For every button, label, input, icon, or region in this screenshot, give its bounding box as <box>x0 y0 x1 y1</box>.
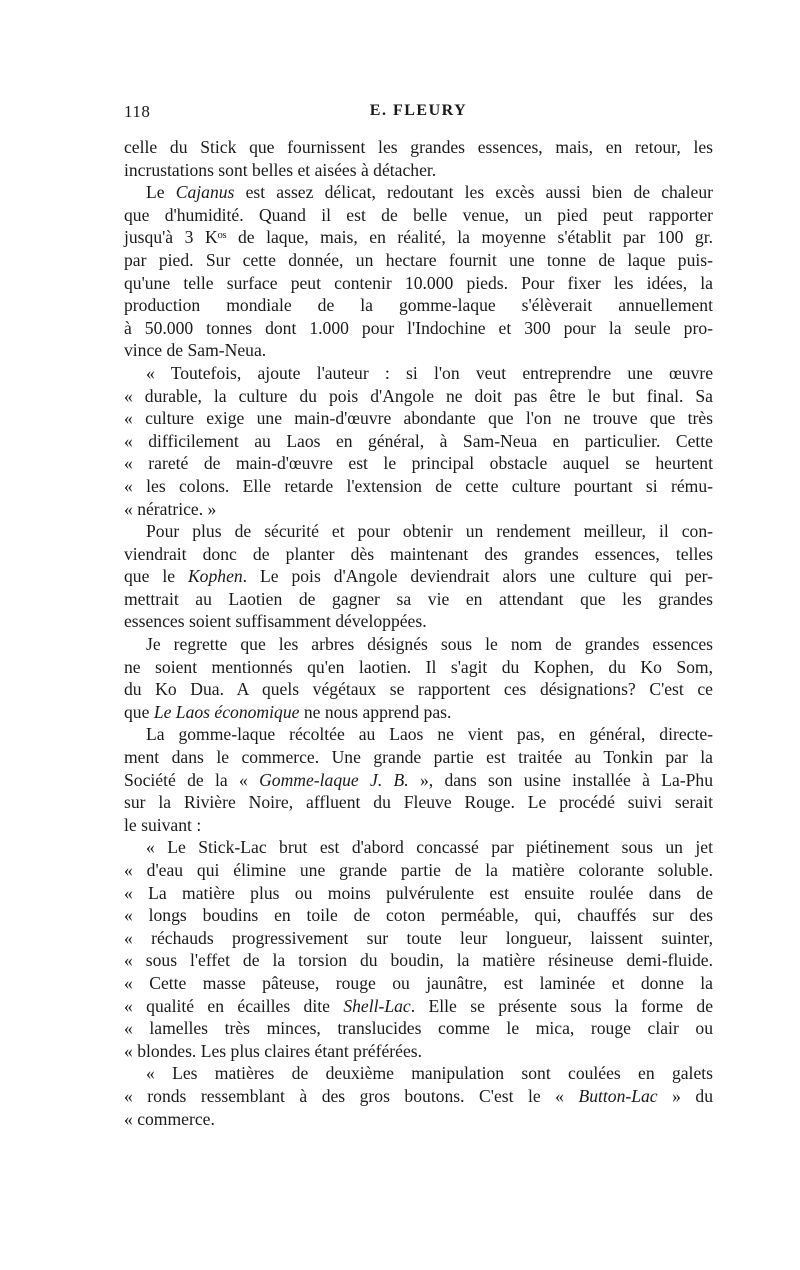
text-line: « lamelles très minces, translucides comme le mica, rouge clair ou <box>124 1018 713 1039</box>
text-line: du Ko Dua. A quels végétaux se rapportent ces désignations? C'est ce <box>124 679 713 700</box>
text-line: incrustations sont belles et aisées à détacher. <box>124 159 437 180</box>
text-line: production mondiale de la gomme-laque s'élèverait annuellement <box>124 295 713 316</box>
text-line: « les colons. Elle retarde l'extension de cette culture pourtant si rému- <box>124 475 713 496</box>
text-line: La gomme-laque récoltée au Laos ne vient pas, en général, directe- <box>146 724 713 745</box>
text-line: « nératrice. » <box>124 498 217 519</box>
text-line <box>124 769 713 792</box>
text-segment: » du <box>657 1085 713 1106</box>
text-segment: est assez délicat, redoutant les excès aussi bien de chaleur <box>234 182 713 203</box>
italic-term: Button-Lac <box>578 1085 658 1106</box>
italic-term: Gomme-laque J. B. <box>259 769 409 790</box>
italic-term: Le Laos économique <box>153 701 300 722</box>
body-text <box>124 136 713 1130</box>
text-line: « difficilement au Laos en général, à Sam-Neua en particulier. Cette <box>124 430 713 451</box>
running-title: E. FLEURY <box>369 102 468 119</box>
text-line: sur la Rivière Noire, affluent du Fleuve Rouge. Le procédé suivi serait <box>124 792 713 813</box>
text-line: « réchauds progressivement sur toute leur longueur, laissent suinter, <box>124 927 713 948</box>
page-number: 118 <box>124 102 151 121</box>
text-segment: », dans son usine installée à La-Phu <box>408 769 713 790</box>
text-line: « durable, la culture du pois d'Angole ne doit pas être le but final. Sa <box>124 385 713 406</box>
text-line <box>124 565 713 588</box>
text-segment: ne nous apprend pas. <box>299 701 452 722</box>
text-line: qu'une telle surface peut contenir 10.000 pieds. Pour fixer les idées, la <box>124 272 713 293</box>
text-line: « sous l'effet de la torsion du boudin, la matière résineuse demi-fluide. <box>124 950 713 971</box>
text-line: « Les matières de deuxième manipulation sont coulées en galets <box>146 1063 713 1084</box>
text-segment: . Elle se présente sous la forme de <box>410 995 714 1016</box>
running-head <box>124 102 713 126</box>
text-line: mettrait au Laotien de gagner sa vie en attendant que les grandes <box>124 588 713 609</box>
text-line: « longs boudins en toile de coton perméable, qui, chauffés sur des <box>124 905 713 926</box>
text-segment: que le <box>124 566 188 587</box>
text-line: « Cette masse pâteuse, rouge ou jaunâtre, est laminée et donne la <box>124 972 713 993</box>
text-segment: Le <box>146 182 176 203</box>
text-line: vince de Sam-Neua. <box>124 340 267 361</box>
text-line: le suivant : <box>124 814 202 835</box>
text-line: celle du Stick que fournissent les grandes essences, mais, en retour, les <box>124 137 713 157</box>
italic-term: Cajanus <box>175 182 235 203</box>
text-line: « culture exige une main-d'œuvre abondante que l'on ne trouve que très <box>124 408 713 429</box>
text-line: par pied. Sur cette donnée, un hectare fournit une tonne de laque puis- <box>124 249 713 270</box>
text-line: ment dans le commerce. Une grande partie est traitée au Tonkin par la <box>124 747 713 768</box>
text-line: « Toutefois, ajoute l'auteur : si l'on veut entreprendre une œuvre <box>146 362 713 383</box>
text-line: « blondes. Les plus claires étant préférées. <box>124 1040 423 1061</box>
text-segment: « ronds ressemblant à des gros boutons. C'est le « <box>124 1085 579 1106</box>
text-line: Je regrette que les arbres désignés sous le nom de grandes essences <box>146 634 713 655</box>
text-line: « La matière plus ou moins pulvérulente est ensuite roulée dans de <box>124 882 713 903</box>
italic-term: Shell-Lac <box>343 995 411 1016</box>
text-line: « rareté de main-d'œuvre est le principal obstacle auquel se heurtent <box>124 453 713 474</box>
text-line: que d'humidité. Quand il est de belle venue, un pied peut rapporter <box>124 204 713 225</box>
text-line: jusqu'à 3 Kᵒˢ de laque, mais, en réalité, la moyenne s'établit par 100 gr. <box>124 227 713 248</box>
text-line: « Le Stick-Lac brut est d'abord concassé par piétinement sous un jet <box>146 837 713 858</box>
text-line: ne soient mentionnés qu'en laotien. Il s'agit du Kophen, du Ko Som, <box>124 656 713 677</box>
text-line <box>124 701 713 724</box>
text-line: « commerce. <box>124 1108 215 1129</box>
text-segment: que <box>124 701 154 722</box>
text-segment: . Le pois d'Angole deviendrait alors une culture qui per- <box>242 566 713 587</box>
text-segment: « qualité en écailles dite <box>124 995 344 1016</box>
text-line: essences soient suffisamment développées. <box>124 611 427 632</box>
text-line: Pour plus de sécurité et pour obtenir un rendement meilleur, il con- <box>146 521 713 542</box>
text-line <box>124 995 713 1018</box>
text-line: « d'eau qui élimine une grande partie de la matière colorante soluble. <box>124 860 713 880</box>
italic-term: Kophen <box>187 566 243 587</box>
text-line: à 50.000 tonnes dont 1.000 pour l'Indochine et 300 pour la seule pro- <box>124 317 713 338</box>
text-segment: Société de la « <box>124 769 260 790</box>
text-line: viendrait donc de planter dès maintenant des grandes essences, telles <box>124 543 713 564</box>
text-line <box>124 1085 713 1108</box>
text-line <box>124 181 713 204</box>
